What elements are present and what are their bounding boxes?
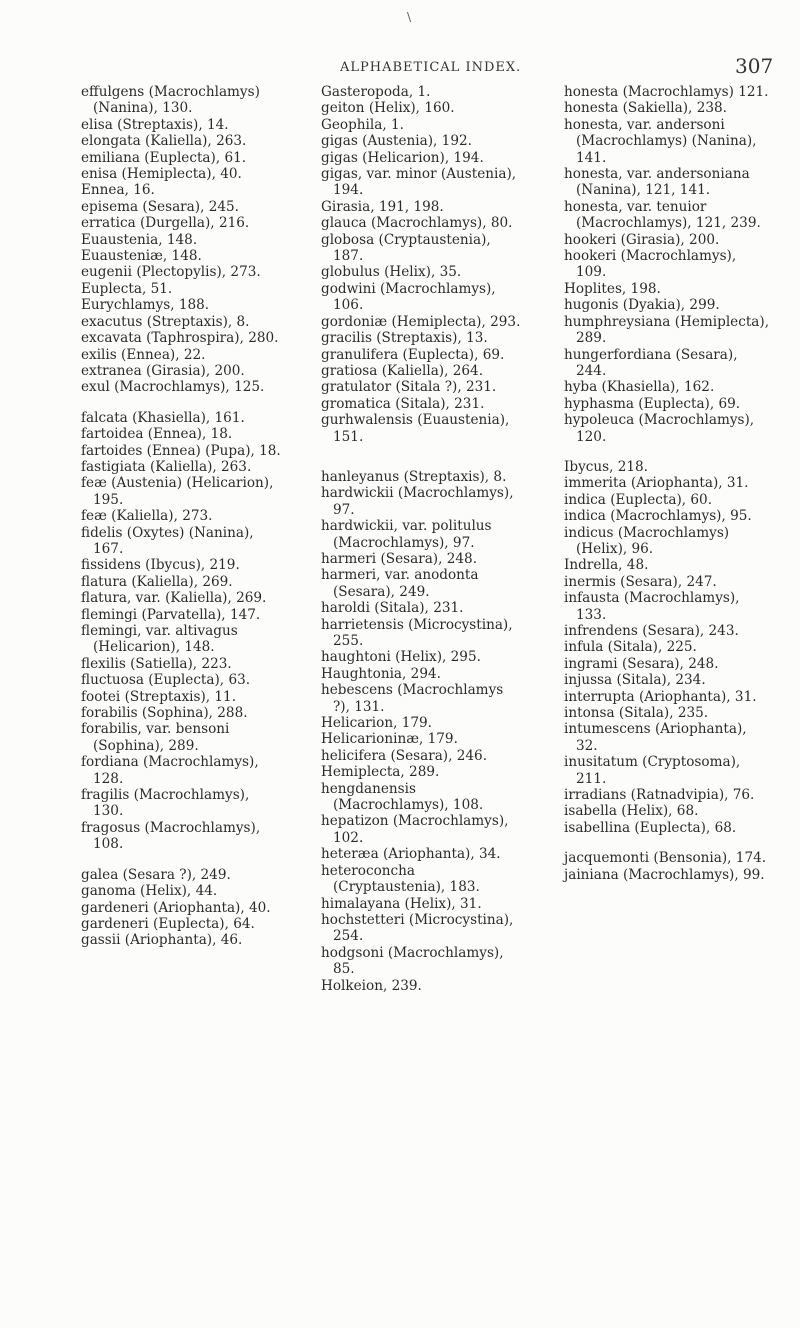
index-column-3 (564, 84, 770, 883)
index-entry: globulus (Helix), 35. (321, 264, 462, 281)
index-entry: episema (Sesara), 245. (81, 198, 239, 215)
index-entry: footei (Streptaxis), 11. (81, 688, 237, 705)
index-entry: honesta (Macrochlamys) 121. (564, 84, 769, 100)
index-entry: godwini (Macrochlamys), 106. (321, 280, 496, 314)
index-entry: fordiana (Macrochlamys), 128. (81, 754, 259, 787)
index-entry: Gasteropoda, 1. (321, 84, 431, 100)
index-entry: feæ (Austenia) (Helicarion), 195. (81, 475, 274, 508)
index-entry: Girasia, 191, 198. (321, 198, 444, 215)
index-entry: hodgsoni (Macrochlamys), 85. (321, 944, 504, 978)
index-entry: fluctuosa (Euplecta), 63. (81, 672, 251, 689)
index-entry: honesta (Sakiella), 238. (564, 100, 727, 117)
index-entry: indicus (Macrochlamys) (Helix), 96. (564, 524, 730, 557)
index-entry: fidelis (Oxytes) (Nanina), 167. (81, 524, 254, 557)
index-entry: hanleyanus (Streptaxis), 8. (321, 468, 507, 485)
index-entry: infula (Sitala), 225. (564, 639, 697, 656)
section-gap (81, 853, 281, 867)
index-entry: honesta, var. tenuior (Macrochlamys), 121, 239. (564, 198, 761, 232)
index-entry: humphreysiana (Hemiplecta), 289. (564, 313, 770, 347)
index-entry: ganoma (Helix), 44. (81, 883, 218, 900)
index-entry: jainiana (Macrochlamys), 99. (564, 866, 765, 883)
index-entry: Haughtonia, 294. (321, 665, 441, 682)
index-column-1 (81, 84, 281, 949)
index-entry: emiliana (Euplecta), 61. (81, 149, 247, 166)
index-entry: fragilis (Macrochlamys), 130. (81, 787, 250, 820)
index-entry: flatura (Kaliella), 269. (81, 573, 233, 590)
index-entry: harrietensis (Microcystina), 255. (321, 616, 513, 649)
index-entry: helicifera (Sesara), 246. (321, 747, 488, 764)
index-entry: hyba (Khasiella), 162. (564, 379, 715, 396)
index-entry: gratulator (Sitala ?), 231. (321, 379, 497, 396)
index-entry: Euausteniæ, 148. (81, 248, 202, 265)
index-entry: flemingi, var. altivagus (Helicarion), 148. (81, 623, 238, 656)
index-entry: galea (Sesara ?), 249. (81, 866, 231, 883)
index-entry: falcata (Khasiella), 161. (81, 409, 245, 426)
index-entry: honesta, var. andersoni (Macrochlamys) (Nanina), 141. (564, 116, 757, 166)
index-entry: exul (Macrochlamys), 125. (81, 379, 265, 396)
index-entry: hardwickii, var. politulus (Macrochlamys), 97. (321, 518, 492, 551)
index-entry: gigas (Helicarion), 194. (321, 149, 484, 166)
index-entry: haughtoni (Helix), 295. (321, 649, 481, 666)
index-entry: flexilis (Satiella), 223. (81, 655, 232, 672)
page-number: 307 (735, 54, 774, 78)
index-entry: glauca (Macrochlamys), 80. (321, 215, 513, 232)
index-entry: effulgens (Macrochlamys) (Nanina), 130. (81, 84, 260, 117)
index-entry: fissidens (Ibycus), 219. (81, 557, 240, 574)
index-entry: gardeneri (Euplecta), 64. (81, 915, 255, 932)
index-entry: gardeneri (Ariophanta), 40. (81, 899, 271, 916)
index-entry: intonsa (Sitala), 235. (564, 705, 709, 722)
index-entry: globosa (Cryptaustenia), 187. (321, 231, 491, 265)
index-entry: heteroconcha (Cryptaustenia), 183. (321, 862, 480, 896)
index-entry: hebescens (Macrochlamys ?), 131. (321, 682, 504, 715)
index-entry: isabella (Helix), 68. (564, 803, 699, 820)
index-entry: eugenii (Plectopylis), 273. (81, 264, 261, 281)
index-entry: heteræa (Ariophanta), 34. (321, 846, 501, 863)
index-entry: granulifera (Euplecta), 69. (321, 346, 505, 363)
index-entry: fartoidea (Ennea), 18. (81, 426, 233, 443)
index-entry: fartoides (Ennea) (Pupa), 18. (81, 442, 281, 459)
index-entry: flatura, var. (Kaliella), 269. (81, 590, 267, 607)
index-entry: fastigiata (Kaliella), 263. (81, 458, 252, 475)
index-entry: Helicarioninæ, 179. (321, 731, 458, 748)
index-entry: gassii (Ariophanta), 46. (81, 932, 243, 949)
index-entry: enisa (Hemiplecta), 40. (81, 166, 242, 183)
index-entry: Geophila, 1. (321, 116, 404, 133)
index-entry: feæ (Kaliella), 273. (81, 508, 213, 525)
index-entry: inermis (Sesara), 247. (564, 573, 717, 590)
index-entry: infrendens (Sesara), 243. (564, 623, 739, 639)
index-column-2 (321, 84, 521, 994)
index-entry: gigas (Austenia), 192. (321, 133, 472, 150)
index-entry: forabilis, var. bensoni (Sophina), 289. (81, 721, 230, 754)
top-mark: \ (407, 10, 412, 24)
index-entry: geiton (Helix), 160. (321, 100, 455, 117)
index-entry: hungerfordiana (Sesara), 244. (564, 346, 738, 379)
index-entry: elisa (Streptaxis), 14. (81, 116, 229, 133)
index-entry: indica (Macrochlamys), 95. (564, 508, 752, 525)
index-entry: exilis (Ennea), 22. (81, 346, 206, 363)
index-entry: Holkeion, 239. (321, 977, 422, 994)
index-entry: hardwickii (Macrochlamys), 97. (321, 485, 514, 518)
running-head: ALPHABETICAL INDEX. (340, 60, 522, 75)
index-entry: infausta (Macrochlamys), 133. (564, 590, 740, 623)
index-entry: Ibycus, 218. (564, 458, 649, 475)
index-entry: Hoplites, 198. (564, 280, 661, 297)
index-entry: interrupta (Ariophanta), 31. (564, 688, 757, 705)
index-entry: inusitatum (Cryptosoma), 211. (564, 754, 741, 787)
index-entry: Ennea, 16. (81, 182, 155, 199)
index-entry: flemingi (Parvatella), 147. (81, 606, 261, 623)
index-entry: forabilis (Sophina), 288. (81, 705, 248, 722)
index-entry: gigas, var. minor (Austenia), 194. (321, 166, 517, 199)
index-entry: gromatica (Sitala), 231. (321, 395, 485, 412)
index-entry: honesta, var. andersoniana (Nanina), 121, 141. (564, 166, 750, 199)
section-gap (564, 836, 770, 850)
index-entry: irradians (Ratnadvipia), 76. (564, 787, 755, 804)
index-entry: hypoleuca (Macrochlamys), 120. (564, 412, 755, 445)
section-gap (321, 445, 521, 469)
index-entry: extranea (Girasia), 200. (81, 362, 245, 379)
index-entry: isabellina (Euplecta), 68. (564, 819, 737, 836)
index-entry: gracilis (Streptaxis), 13. (321, 330, 488, 347)
index-entry: hochstetteri (Microcystina), 254. (321, 911, 514, 945)
index-entry: Euplecta, 51. (81, 280, 173, 297)
index-entry: Eurychlamys, 188. (81, 297, 210, 314)
index-entry: harmeri, var. anodonta (Sesara), 249. (321, 567, 479, 600)
index-entry: immerita (Ariophanta), 31. (564, 475, 749, 492)
index-entry: indica (Euplecta), 60. (564, 491, 713, 508)
index-entry: excavata (Taphrospira), 280. (81, 330, 279, 347)
index-entry: hugonis (Dyakia), 299. (564, 297, 720, 314)
index-entry: himalayana (Helix), 31. (321, 895, 482, 912)
index-entry: haroldi (Sitala), 231. (321, 600, 464, 617)
section-gap (81, 396, 281, 410)
index-entry: gordoniæ (Hemiplecta), 293. (321, 313, 521, 330)
index-entry: gurhwalensis (Euaustenia), 151. (321, 412, 510, 445)
index-entry: Hemiplecta, 289. (321, 764, 440, 781)
index-entry: hookeri (Girasia), 200. (564, 231, 720, 248)
index-entry: hookeri (Macrochlamys), 109. (564, 248, 737, 281)
index-entry: gratiosa (Kaliella), 264. (321, 362, 484, 379)
index-entry: Euaustenia, 148. (81, 231, 198, 248)
index-entry: harmeri (Sesara), 248. (321, 550, 478, 567)
index-entry: hepatizon (Macrochlamys), 102. (321, 813, 509, 846)
index-entry: ingrami (Sesara), 248. (564, 655, 719, 672)
index-entry: erratica (Durgella), 216. (81, 215, 250, 232)
index-entry: Indrella, 48. (564, 557, 649, 574)
index-entry: injussa (Sitala), 234. (564, 672, 706, 689)
index-entry: Helicarion, 179. (321, 715, 433, 732)
index-entry: hyphasma (Euplecta), 69. (564, 395, 741, 412)
index-entry: fragosus (Macrochlamys), 108. (81, 819, 261, 853)
index-entry: hengdanensis (Macrochlamys), 108. (321, 780, 484, 814)
index-entry: elongata (Kaliella), 263. (81, 133, 247, 150)
index-entry: jacquemonti (Bensonia), 174. (564, 850, 767, 867)
index-entry: exacutus (Streptaxis), 8. (81, 313, 250, 330)
index-entry: intumescens (Ariophanta), 32. (564, 721, 747, 754)
section-gap (564, 445, 770, 459)
